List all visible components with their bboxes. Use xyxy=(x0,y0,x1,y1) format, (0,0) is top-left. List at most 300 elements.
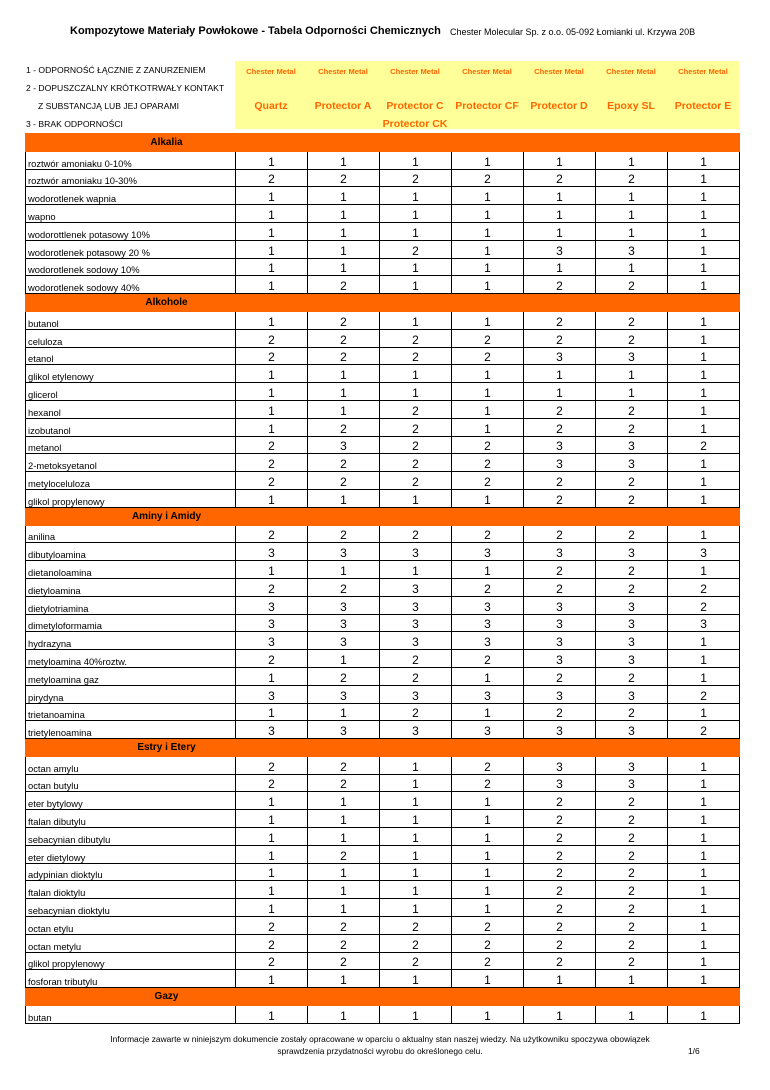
resistance-value: 1 xyxy=(668,258,740,276)
resistance-value: 1 xyxy=(452,881,524,899)
column-brand: Chester Metal xyxy=(606,67,656,76)
resistance-value: 3 xyxy=(236,596,308,614)
resistance-value: 2 xyxy=(524,881,596,899)
resistance-value: 1 xyxy=(452,845,524,863)
resistance-value: 1 xyxy=(236,240,308,258)
column-product-name: Protector CF xyxy=(455,100,519,112)
resistance-value: 2 xyxy=(596,418,668,436)
resistance-value: 2 xyxy=(452,756,524,774)
resistance-value: 1 xyxy=(380,258,452,276)
chemical-name: wodorotlenek sodowy 10% xyxy=(26,258,236,276)
table-row xyxy=(26,970,740,988)
resistance-value: 1 xyxy=(308,561,380,579)
chemical-name: butan xyxy=(26,1006,236,1024)
resistance-value: 1 xyxy=(308,187,380,205)
resistance-value: 2 xyxy=(380,347,452,365)
resistance-value: 3 xyxy=(668,614,740,632)
resistance-value: 1 xyxy=(236,276,308,294)
resistance-value: 1 xyxy=(452,240,524,258)
resistance-value: 2 xyxy=(308,418,380,436)
resistance-value: 1 xyxy=(308,810,380,828)
resistance-value: 1 xyxy=(668,472,740,490)
resistance-value: 2 xyxy=(668,596,740,614)
column-product-name: Protector E xyxy=(674,100,732,112)
resistance-value: 3 xyxy=(596,596,668,614)
resistance-value: 1 xyxy=(308,222,380,240)
category-row xyxy=(26,294,740,312)
resistance-value: 1 xyxy=(668,881,740,899)
resistance-value: 2 xyxy=(596,578,668,596)
chemical-name: ftalan dibutylu xyxy=(26,810,236,828)
table-row xyxy=(26,828,740,846)
chemical-name: octan butylu xyxy=(26,774,236,792)
resistance-value: 1 xyxy=(236,792,308,810)
resistance-value: 2 xyxy=(452,952,524,970)
table-row xyxy=(26,561,740,579)
resistance-value: 1 xyxy=(452,365,524,383)
resistance-value: 1 xyxy=(380,863,452,881)
table-row xyxy=(26,934,740,952)
resistance-value: 1 xyxy=(236,970,308,988)
resistance-value: 2 xyxy=(380,472,452,490)
resistance-value: 1 xyxy=(452,899,524,917)
product-column xyxy=(235,61,307,129)
resistance-value: 1 xyxy=(668,222,740,240)
legend-line: Z SUBSTANCJĄ LUB JEJ OPARAMI xyxy=(38,101,180,111)
resistance-value: 2 xyxy=(308,454,380,472)
resistance-value: 2 xyxy=(452,169,524,187)
resistance-value: 1 xyxy=(236,881,308,899)
resistance-value: 1 xyxy=(236,828,308,846)
resistance-value: 1 xyxy=(380,756,452,774)
resistance-value: 1 xyxy=(596,222,668,240)
resistance-value: 1 xyxy=(668,667,740,685)
resistance-value: 2 xyxy=(524,845,596,863)
chemical-name: trietanoamina xyxy=(26,703,236,721)
resistance-value: 1 xyxy=(524,222,596,240)
resistance-value: 2 xyxy=(380,418,452,436)
table-row xyxy=(26,258,740,276)
resistance-value: 3 xyxy=(524,650,596,668)
resistance-value: 1 xyxy=(668,151,740,169)
resistance-value: 2 xyxy=(236,525,308,543)
resistance-value: 3 xyxy=(524,756,596,774)
table-row xyxy=(26,703,740,721)
resistance-value: 3 xyxy=(452,614,524,632)
resistance-value: 3 xyxy=(524,632,596,650)
resistance-value: 1 xyxy=(308,899,380,917)
resistance-value: 2 xyxy=(308,347,380,365)
resistance-value: 1 xyxy=(236,863,308,881)
resistance-value: 2 xyxy=(236,578,308,596)
table-row xyxy=(26,151,740,169)
resistance-value: 2 xyxy=(308,578,380,596)
chemical-name: roztwór amoniaku 0-10% xyxy=(26,151,236,169)
resistance-value: 2 xyxy=(596,400,668,418)
table-row xyxy=(26,863,740,881)
resistance-value: 3 xyxy=(524,774,596,792)
resistance-value: 1 xyxy=(668,934,740,952)
resistance-value: 2 xyxy=(596,667,668,685)
chemical-resistance-table xyxy=(25,133,740,1024)
resistance-value: 1 xyxy=(380,151,452,169)
resistance-value: 1 xyxy=(236,151,308,169)
resistance-value: 3 xyxy=(596,721,668,739)
resistance-value: 1 xyxy=(596,151,668,169)
chemical-name: glikol etylenowy xyxy=(26,365,236,383)
resistance-value: 3 xyxy=(524,543,596,561)
legend-line: 2 - DOPUSZCZALNY KRÓTKOTRWAŁY KONTAKT xyxy=(26,83,225,93)
table-row xyxy=(26,436,740,454)
resistance-value: 3 xyxy=(668,543,740,561)
resistance-value: 1 xyxy=(236,810,308,828)
resistance-value: 1 xyxy=(380,383,452,401)
category-name: Alkalia xyxy=(26,134,308,152)
chemical-name: roztwór amoniaku 10-30% xyxy=(26,169,236,187)
resistance-value: 3 xyxy=(452,685,524,703)
resistance-value: 2 xyxy=(596,881,668,899)
resistance-value: 1 xyxy=(452,205,524,223)
resistance-value: 2 xyxy=(452,650,524,668)
chemical-name: dimetyloformamia xyxy=(26,614,236,632)
resistance-value: 2 xyxy=(596,828,668,846)
resistance-value: 1 xyxy=(524,151,596,169)
category-band xyxy=(308,134,740,152)
table-row xyxy=(26,383,740,401)
category-name: Gazy xyxy=(26,988,308,1006)
resistance-value: 2 xyxy=(452,329,524,347)
resistance-value: 2 xyxy=(308,756,380,774)
resistance-value: 2 xyxy=(380,703,452,721)
category-name: Alkohole xyxy=(26,294,308,312)
resistance-value: 3 xyxy=(308,543,380,561)
resistance-value: 1 xyxy=(452,489,524,507)
column-brand: Chester Metal xyxy=(462,67,512,76)
table-row xyxy=(26,881,740,899)
table-row xyxy=(26,845,740,863)
product-column-header xyxy=(235,61,739,129)
resistance-value: 2 xyxy=(524,934,596,952)
chemical-name: 2-metoksyetanol xyxy=(26,454,236,472)
product-column xyxy=(667,61,739,129)
chemical-name: fosforan tributylu xyxy=(26,970,236,988)
resistance-value: 3 xyxy=(380,614,452,632)
table-row xyxy=(26,810,740,828)
resistance-value: 2 xyxy=(452,525,524,543)
resistance-value: 2 xyxy=(308,774,380,792)
category-row xyxy=(26,988,740,1006)
column-product-name: Epoxy SL xyxy=(607,100,655,112)
resistance-value: 1 xyxy=(668,525,740,543)
resistance-value: 2 xyxy=(524,329,596,347)
table-row xyxy=(26,632,740,650)
resistance-value: 1 xyxy=(308,703,380,721)
resistance-value: 3 xyxy=(308,614,380,632)
resistance-value: 1 xyxy=(380,1006,452,1024)
product-column xyxy=(451,61,523,129)
category-band xyxy=(308,294,740,312)
resistance-value: 2 xyxy=(236,756,308,774)
resistance-value: 3 xyxy=(524,614,596,632)
chemical-name: izobutanol xyxy=(26,418,236,436)
resistance-value: 3 xyxy=(524,240,596,258)
resistance-value: 1 xyxy=(380,365,452,383)
resistance-value: 1 xyxy=(668,240,740,258)
resistance-value: 2 xyxy=(308,845,380,863)
chemical-name: dietyloamina xyxy=(26,578,236,596)
resistance-value: 1 xyxy=(668,365,740,383)
table-row xyxy=(26,899,740,917)
resistance-value: 2 xyxy=(596,311,668,329)
column-product-subname: Protector CK xyxy=(382,118,448,130)
resistance-value: 1 xyxy=(236,365,308,383)
table-row xyxy=(26,205,740,223)
resistance-value: 1 xyxy=(236,205,308,223)
resistance-value: 1 xyxy=(380,311,452,329)
chemical-name: adypinian dioktylu xyxy=(26,863,236,881)
resistance-value: 3 xyxy=(308,685,380,703)
disclaimer-footer xyxy=(60,1033,700,1057)
category-band xyxy=(308,507,740,525)
resistance-value: 2 xyxy=(236,169,308,187)
table-row xyxy=(26,792,740,810)
resistance-value: 2 xyxy=(668,721,740,739)
resistance-value: 3 xyxy=(452,596,524,614)
column-brand: Chester Metal xyxy=(534,67,584,76)
resistance-value: 2 xyxy=(596,952,668,970)
resistance-value: 2 xyxy=(596,472,668,490)
resistance-value: 1 xyxy=(452,703,524,721)
table-row xyxy=(26,329,740,347)
chemical-name: eter dietylowy xyxy=(26,845,236,863)
resistance-value: 1 xyxy=(668,169,740,187)
resistance-value: 2 xyxy=(236,934,308,952)
resistance-value: 2 xyxy=(236,347,308,365)
resistance-value: 1 xyxy=(452,187,524,205)
resistance-value: 1 xyxy=(236,383,308,401)
resistance-value: 2 xyxy=(596,489,668,507)
chemical-name: glikol propylenowy xyxy=(26,952,236,970)
resistance-value: 1 xyxy=(668,311,740,329)
resistance-value: 3 xyxy=(236,632,308,650)
category-row xyxy=(26,134,740,152)
resistance-value: 2 xyxy=(308,525,380,543)
chemical-name: celuloza xyxy=(26,329,236,347)
resistance-value: 3 xyxy=(596,650,668,668)
resistance-value: 3 xyxy=(308,436,380,454)
resistance-value: 2 xyxy=(308,934,380,952)
resistance-value: 1 xyxy=(668,187,740,205)
resistance-value: 2 xyxy=(524,667,596,685)
resistance-value: 1 xyxy=(452,828,524,846)
table-row xyxy=(26,543,740,561)
product-column xyxy=(523,61,595,129)
category-name: Aminy i Amidy xyxy=(26,507,308,525)
resistance-value: 2 xyxy=(596,917,668,935)
resistance-value: 1 xyxy=(668,205,740,223)
resistance-value: 1 xyxy=(596,365,668,383)
resistance-value: 1 xyxy=(668,650,740,668)
resistance-value: 1 xyxy=(452,151,524,169)
resistance-value: 1 xyxy=(668,632,740,650)
resistance-value: 1 xyxy=(380,792,452,810)
resistance-value: 2 xyxy=(596,561,668,579)
resistance-value: 3 xyxy=(596,454,668,472)
product-column xyxy=(307,61,379,129)
resistance-value: 2 xyxy=(596,169,668,187)
resistance-value: 3 xyxy=(452,632,524,650)
table-row xyxy=(26,365,740,383)
resistance-value: 1 xyxy=(308,205,380,223)
resistance-value: 1 xyxy=(524,970,596,988)
resistance-value: 2 xyxy=(380,667,452,685)
product-column xyxy=(595,61,667,129)
resistance-value: 3 xyxy=(524,347,596,365)
table-row xyxy=(26,578,740,596)
resistance-value: 2 xyxy=(524,276,596,294)
resistance-value: 2 xyxy=(524,169,596,187)
chemical-name: metyloamina 40%roztw. xyxy=(26,650,236,668)
table-row xyxy=(26,454,740,472)
resistance-value: 2 xyxy=(380,917,452,935)
table-row xyxy=(26,418,740,436)
resistance-value: 1 xyxy=(668,561,740,579)
resistance-value: 1 xyxy=(668,418,740,436)
resistance-value: 1 xyxy=(668,845,740,863)
resistance-value: 1 xyxy=(668,276,740,294)
resistance-value: 1 xyxy=(524,383,596,401)
resistance-value: 1 xyxy=(596,383,668,401)
chemical-name: glikol propylenowy xyxy=(26,489,236,507)
resistance-value: 3 xyxy=(524,685,596,703)
resistance-value: 2 xyxy=(308,311,380,329)
chemical-name: metyloamina gaz xyxy=(26,667,236,685)
resistance-value: 1 xyxy=(668,454,740,472)
resistance-value: 1 xyxy=(668,810,740,828)
table-row xyxy=(26,525,740,543)
resistance-value: 1 xyxy=(236,489,308,507)
resistance-value: 2 xyxy=(380,952,452,970)
resistance-value: 3 xyxy=(524,454,596,472)
resistance-value: 1 xyxy=(452,276,524,294)
resistance-value: 1 xyxy=(668,774,740,792)
resistance-value: 2 xyxy=(524,899,596,917)
resistance-value: 2 xyxy=(524,917,596,935)
chemical-name: sebacynian dioktylu xyxy=(26,899,236,917)
category-row xyxy=(26,507,740,525)
resistance-value: 1 xyxy=(452,863,524,881)
resistance-value: 1 xyxy=(308,383,380,401)
resistance-value: 2 xyxy=(668,685,740,703)
table-row xyxy=(26,240,740,258)
resistance-value: 2 xyxy=(524,418,596,436)
table-row xyxy=(26,311,740,329)
resistance-value: 1 xyxy=(308,1006,380,1024)
resistance-value: 2 xyxy=(236,436,308,454)
column-product-name: Protector D xyxy=(530,100,588,112)
resistance-value: 2 xyxy=(524,792,596,810)
chemical-name: hexanol xyxy=(26,400,236,418)
chemical-name: dietylotriamina xyxy=(26,596,236,614)
resistance-value: 2 xyxy=(668,436,740,454)
resistance-value: 2 xyxy=(596,845,668,863)
resistance-value: 2 xyxy=(452,347,524,365)
legend-line: 1 - ODPORNOŚĆ ŁĄCZNIE Z ZANURZENIEM xyxy=(26,65,206,75)
resistance-value: 3 xyxy=(524,596,596,614)
resistance-value: 2 xyxy=(236,472,308,490)
resistance-value: 1 xyxy=(524,258,596,276)
resistance-value: 2 xyxy=(596,525,668,543)
resistance-value: 1 xyxy=(308,365,380,383)
resistance-value: 1 xyxy=(380,881,452,899)
resistance-value: 3 xyxy=(308,596,380,614)
resistance-value: 1 xyxy=(452,400,524,418)
table-row xyxy=(26,614,740,632)
resistance-value: 1 xyxy=(308,881,380,899)
resistance-value: 2 xyxy=(308,917,380,935)
table-row xyxy=(26,489,740,507)
resistance-value: 1 xyxy=(452,258,524,276)
resistance-value: 1 xyxy=(236,899,308,917)
resistance-value: 2 xyxy=(596,703,668,721)
resistance-value: 2 xyxy=(452,578,524,596)
category-band xyxy=(308,739,740,757)
resistance-value: 3 xyxy=(380,578,452,596)
chemical-name: metanol xyxy=(26,436,236,454)
resistance-value: 1 xyxy=(596,1006,668,1024)
resistance-value: 1 xyxy=(668,347,740,365)
resistance-value: 1 xyxy=(380,845,452,863)
resistance-value: 1 xyxy=(236,400,308,418)
resistance-value: 2 xyxy=(380,240,452,258)
resistance-value: 2 xyxy=(524,810,596,828)
resistance-value: 1 xyxy=(668,756,740,774)
resistance-value: 1 xyxy=(668,952,740,970)
resistance-value: 2 xyxy=(452,454,524,472)
resistance-value: 2 xyxy=(596,899,668,917)
chemical-name: hydrazyna xyxy=(26,632,236,650)
column-brand: Chester Metal xyxy=(678,67,728,76)
table-row xyxy=(26,774,740,792)
table-row xyxy=(26,347,740,365)
resistance-value: 3 xyxy=(452,543,524,561)
resistance-value: 2 xyxy=(524,952,596,970)
resistance-value: 2 xyxy=(452,934,524,952)
resistance-value: 1 xyxy=(380,276,452,294)
chemical-name: etanol xyxy=(26,347,236,365)
chemical-name: ftalan dioktylu xyxy=(26,881,236,899)
table-row xyxy=(26,472,740,490)
resistance-value: 3 xyxy=(380,685,452,703)
resistance-legend xyxy=(26,61,224,133)
resistance-value: 1 xyxy=(380,970,452,988)
table-row xyxy=(26,667,740,685)
resistance-value: 3 xyxy=(380,596,452,614)
resistance-value: 2 xyxy=(308,667,380,685)
resistance-value: 3 xyxy=(596,543,668,561)
resistance-value: 1 xyxy=(524,205,596,223)
chemical-name: octan etylu xyxy=(26,917,236,935)
resistance-value: 1 xyxy=(452,667,524,685)
resistance-value: 2 xyxy=(308,952,380,970)
column-product-name: Protector C xyxy=(386,100,444,112)
resistance-value: 3 xyxy=(236,721,308,739)
resistance-value: 2 xyxy=(524,828,596,846)
page-number: 1/6 xyxy=(688,1046,700,1056)
resistance-value: 1 xyxy=(596,187,668,205)
chemical-name: dibutyloamina xyxy=(26,543,236,561)
resistance-value: 2 xyxy=(308,169,380,187)
